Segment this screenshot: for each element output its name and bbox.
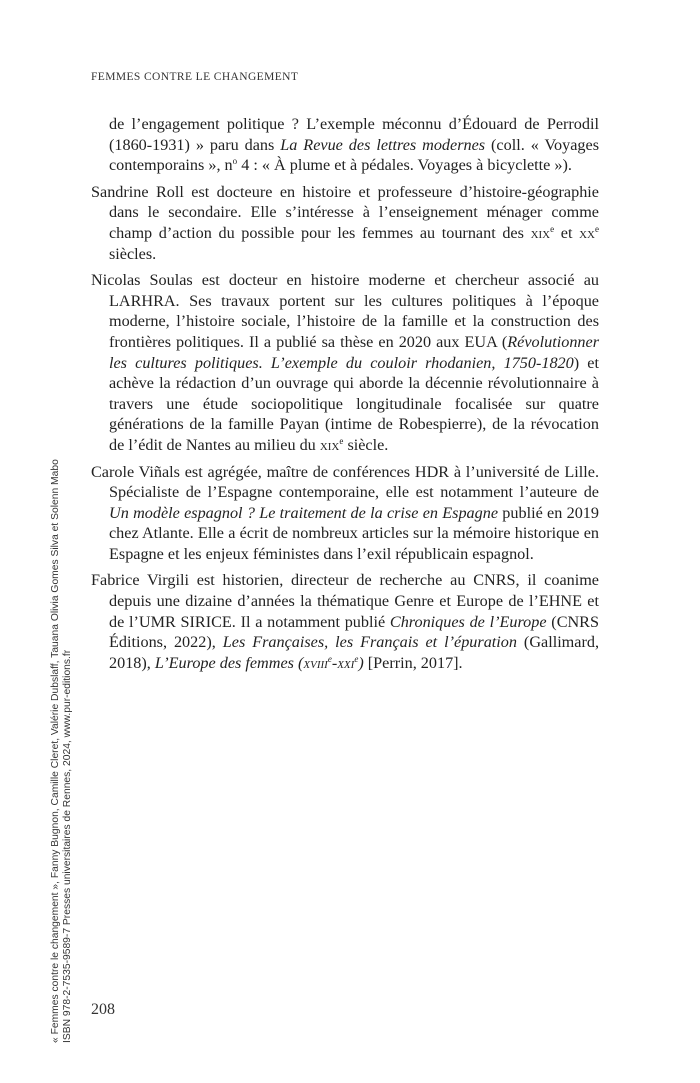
copyright-note [50,459,74,1043]
list-item: Carole Viñals est agrégée, maître de conférences HDR à l’université de Lille. Spécialiste de l’Espagne contemporaine, elle est notamment l’auteure de Un modèle espagnol ? Le traitement de la crise en Espagne publié en 2019 chez Atlante. Elle a écrit de nombreux articles sur la mémoire historique en Espagne et les enjeux féministes dans l’exil républicain espagnol. [91,462,599,563]
copyright-line-2: ISBN 978-2-7535-9589-7 Presses universitaires de Rennes, 2024, www.pur-editions.fr [62,649,73,1043]
list-item: Nicolas Soulas est docteur en histoire moderne et chercheur associé au LARHRA. Ses travaux portent sur les cultures politiques à l’époque moderne, l’histoire sociale, l’histoire de la famille et la construction des frontières politiques. Il a publié sa thèse en 2020 aux EUA (Révolutionner les cultures politiques. L’exemple du couloir rhodanien, 1750-1820) et achève la rédaction d’un ouvrage qui aborde la décennie révolutionnaire à travers une étude sociopolitique longitudinale focalisée sur quatre générations de la famille Payan (intime de Robespierre), de la révocation de l’édit de Nantes au milieu du xix$^e$ siècle. [91,271,599,454]
page-number: 208 [91,1001,115,1018]
list-item: Fabrice Virgili est historien, directeur de recherche au CNRS, il coanime depuis une dizaine d’années la thématique Genre et Europe de l’EHNE et de l’UMR SIRICE. Il a notamment publié Chroniques de l’Europe (CNRS Éditions, 2022), Les Françaises, les Français et l’épuration (Gallimard, 2018), L’Europe des femmes (xviii$^e$-xxi$^e$) [Perrin, 2017]. [91,571,599,672]
running-head: FEMMES CONTRE LE CHANGEMENT [91,71,299,83]
list-item: Sandrine Roll est docteure en histoire et professeure d’histoire-géographie dans le secondaire. Elle s’intéresse à l’enseignement ménager comme champ d’action du possible pour les femmes au tournant des xix$^e$ et $xx^e$ siècles. [91,182,599,263]
copyright-line-1: « Femmes contre le changement », Fanny Bugnon, Camille Cleret, Valérie Dubslaff, Tauana Olivia Gomes Silva et Solenn Mabo [50,459,61,1043]
contributors-list [91,114,599,679]
list-item: de l’engagement politique ? L’exemple méconnu d’Édouard de Perrodil (1860-1931) » paru dans La Revue des lettres modernes (coll. « Voyages contemporains », $n^o$ 4 : « À plume et à pédales. Voyages à bicyclette »). [109,115,599,175]
